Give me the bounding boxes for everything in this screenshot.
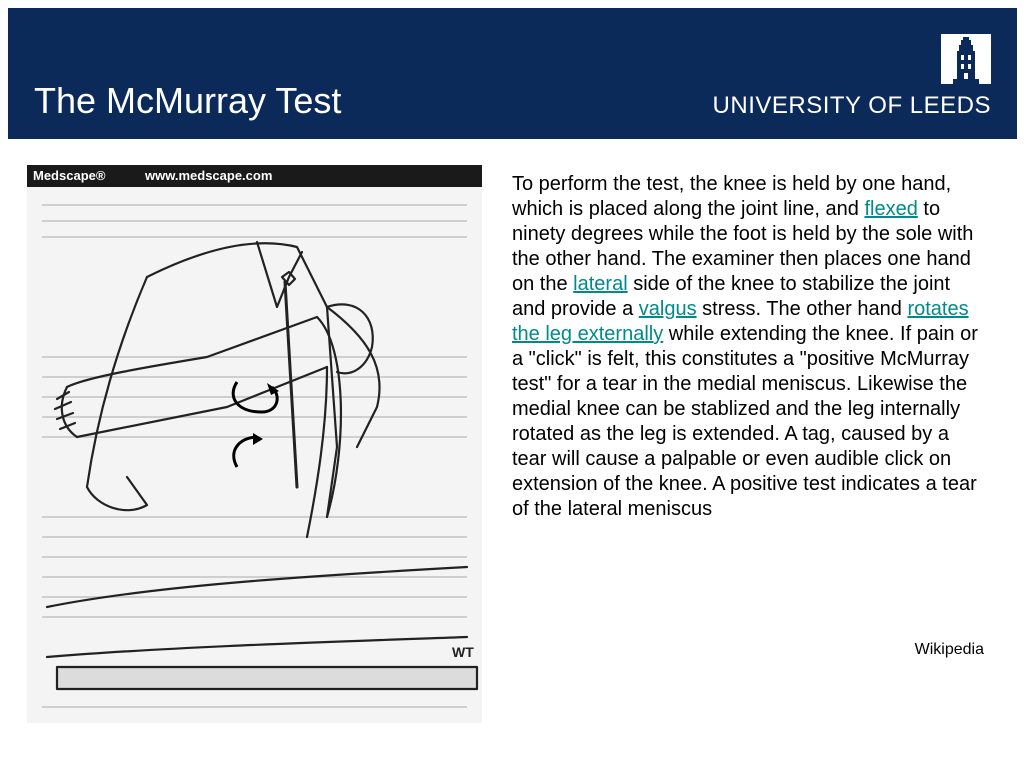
lateral-link[interactable]: lateral	[573, 273, 628, 295]
flexed-link[interactable]: flexed	[864, 198, 918, 220]
mcmurray-illustration	[27, 165, 482, 723]
valgus-link[interactable]: valgus	[638, 298, 697, 320]
source-citation: Wikipedia	[914, 641, 984, 658]
figure-brand: Medscape®	[33, 168, 106, 183]
slide-header	[8, 8, 1017, 139]
university-logo	[701, 30, 991, 128]
figure-signature: WT	[452, 644, 474, 660]
logo-wordmark: UNIVERSITY OF LEEDS	[712, 92, 991, 119]
slide-title: The McMurray Test	[34, 80, 342, 121]
body-text-segment: To perform the test, the knee is held by one hand, which is placed along the joint line, and	[512, 173, 952, 220]
body-text-segment: while extending the knee. If pain or a "click" is felt, this constitutes a "positive McMurray test" for a tear in the medial meniscus. Likewise the medial knee can be stablized and the leg internally rotated as the leg is extended. A tag, caused by a tear will cause a palpable or even audible click on extension of the knee. A positive test indicates a tear of the lateral meniscus	[512, 323, 978, 520]
body-text-segment: to ninety degrees while the foot is held by the sole with the other hand. The examiner then places one hand on the	[512, 198, 974, 295]
figure-url: www.medscape.com	[145, 168, 273, 183]
body-text-segment: side of the knee to stabilize the joint and provide a	[512, 273, 951, 320]
body-text-segment: stress. The other hand	[696, 298, 908, 320]
body-paragraph	[512, 172, 982, 522]
tower-logo-icon	[941, 34, 991, 84]
knee-exam-drawing	[27, 187, 482, 723]
figure-caption-bar	[27, 165, 482, 187]
rotates-leg-externally-link[interactable]: rotates the leg externally	[512, 298, 969, 345]
